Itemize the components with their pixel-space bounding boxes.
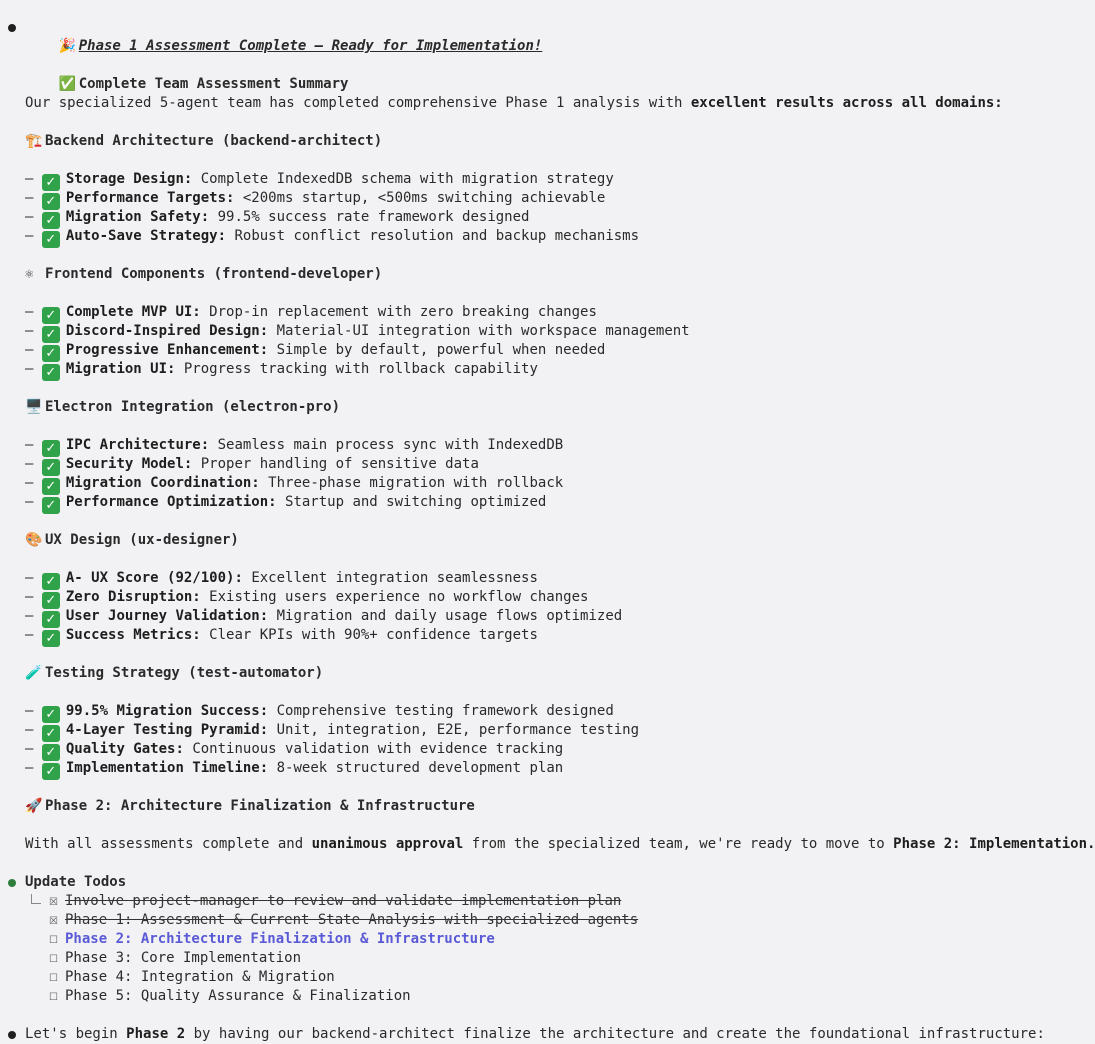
list-item: – ✓ Quality Gates: Continuous validation with evidence tracking [25, 741, 564, 760]
unchecked-box-icon: ☐ [49, 935, 58, 946]
section-heading-frontend: ⚛ Frontend Components (frontend-developer) [25, 266, 383, 282]
list-item: – ✓ Performance Targets: <200ms startup, <500ms switching achievable [25, 190, 606, 209]
list-item: – ✓ Success Metrics: Clear KPIs with 90%+ confidence targets [25, 627, 538, 646]
list-item: – ✓ IPC Architecture: Seamless main process sync with IndexedDB [25, 437, 564, 456]
atom-icon: ⚛ [25, 266, 34, 282]
checkmark-icon: ✓ [42, 573, 60, 590]
checkmark-icon: ✓ [42, 231, 60, 248]
list-item: – ✓ Discord-Inspired Design: Material-UI integration with workspace management [25, 323, 690, 342]
list-item: – ✓ Migration Coordination: Three-phase migration with rollback [25, 475, 564, 494]
todo-item: ☒ Phase 1: Assessment & Current State Analysis with specialized agents [49, 911, 638, 931]
checkmark-icon: ✓ [42, 307, 60, 324]
unchecked-box-icon: ☐ [49, 973, 58, 984]
checked-box-icon: ☒ [49, 916, 58, 927]
todos-title: Update Todos [25, 874, 127, 890]
list-item: – ✓ Complete MVP UI: Drop-in replacement with zero breaking changes [25, 304, 597, 323]
checkmark-icon: ✓ [42, 440, 60, 457]
list-item: – ✓ Security Model: Proper handling of sensitive data [25, 456, 479, 475]
message-bullet [8, 1031, 16, 1039]
list-item: – ✓ User Journey Validation: Migration and daily usage flows optimized [25, 608, 623, 627]
list-item: – ✓ Storage Design: Complete IndexedDB schema with migration strategy [25, 171, 614, 190]
list-item: – ✓ Auto-Save Strategy: Robust conflict resolution and backup mechanisms [25, 228, 640, 247]
checkmark-icon: ✓ [42, 212, 60, 229]
checkmark-icon: ✓ [42, 725, 60, 742]
checkmark-icon: ✓ [42, 706, 60, 723]
list-item: – ✓ Migration UI: Progress tracking with rollback capability [25, 361, 538, 380]
phase2-heading: 🚀 Phase 2: Architecture Finalization & Infrastructure [25, 798, 475, 814]
message-bullet [8, 24, 16, 32]
test-tube-icon: 🧪 [25, 665, 43, 681]
checkmark-icon: ✓ [42, 174, 60, 191]
tree-connector [31, 894, 41, 904]
checkmark-icon: ✓ [42, 763, 60, 780]
section-heading-ux: 🎨 UX Design (ux-designer) [25, 532, 239, 548]
checkmark-icon: ✓ [42, 744, 60, 761]
todo-item: ☐ Phase 5: Quality Assurance & Finalization [49, 987, 411, 1007]
todo-item: ☐ Phase 2: Architecture Finalization & Infrastructure [49, 930, 495, 950]
checkmark-icon: ✓ [42, 592, 60, 609]
next-step-message: Let's begin Phase 2 by having our backend-architect finalize the architecture and create the foundational infrastructure: [25, 1026, 1045, 1042]
list-item: – ✓ Progressive Enhancement: Simple by default, powerful when needed [25, 342, 606, 361]
checkmark-icon: ✓ [42, 630, 60, 647]
list-item: – ✓ Migration Safety: 99.5% success rate framework designed [25, 209, 530, 228]
construction-icon: 🏗️ [25, 133, 43, 149]
section-heading-backend: 🏗️ Backend Architecture (backend-architect) [25, 133, 383, 149]
checkmark-icon: ✓ [42, 459, 60, 476]
palette-icon: 🎨 [25, 532, 43, 548]
checkmark-icon: ✓ [42, 364, 60, 381]
phase2-paragraph: With all assessments complete and unanimous approval from the specialized team, we're ready to move to Phase 2: Implementation. [25, 836, 1095, 852]
checkmark-icon: ✓ [42, 478, 60, 495]
completion-title: Phase 1 Assessment Complete – Ready for Implementation! [78, 38, 543, 54]
list-item: – ✓ Performance Optimization: Startup and switching optimized [25, 494, 547, 513]
checkmark-icon: ✓ [42, 345, 60, 362]
summary-title: Complete Team Assessment Summary [78, 76, 349, 92]
list-item: – ✓ A- UX Score (92/100): Excellent integration seamlessness [25, 570, 538, 589]
section-heading-testing: 🧪 Testing Strategy (test-automator) [25, 665, 324, 681]
check-mark-icon: ✅ [58, 76, 77, 92]
todo-item: ☒ Involve project-manager to review and validate implementation plan [49, 892, 621, 912]
list-item: – ✓ 4-Layer Testing Pyramid: Unit, integration, E2E, performance testing [25, 722, 640, 741]
todo-item: ☐ Phase 4: Integration & Migration [49, 968, 335, 988]
unchecked-box-icon: ☐ [49, 992, 58, 1003]
checkmark-icon: ✓ [42, 497, 60, 514]
section-heading-electron: 🖥️ Electron Integration (electron-pro) [25, 399, 341, 415]
list-item: – ✓ Implementation Timeline: 8-week structured development plan [25, 760, 564, 779]
todo-item: ☐ Phase 3: Core Implementation [49, 949, 301, 969]
checkmark-icon: ✓ [42, 193, 60, 210]
party-icon: 🎉 [58, 38, 77, 54]
checkmark-icon: ✓ [42, 611, 60, 628]
unchecked-box-icon: ☐ [49, 954, 58, 965]
list-item: – ✓ Zero Disruption: Existing users experience no workflow changes [25, 589, 589, 608]
list-item: – ✓ 99.5% Migration Success: Comprehensive testing framework designed [25, 703, 614, 722]
checked-box-icon: ☒ [49, 897, 58, 908]
todo-bullet [8, 879, 16, 887]
summary-intro: Our specialized 5-agent team has completed comprehensive Phase 1 analysis with excellent results across all domains: [25, 95, 1003, 111]
rocket-icon: 🚀 [25, 798, 43, 814]
desktop-computer-icon: 🖥️ [25, 399, 43, 415]
checkmark-icon: ✓ [42, 326, 60, 343]
